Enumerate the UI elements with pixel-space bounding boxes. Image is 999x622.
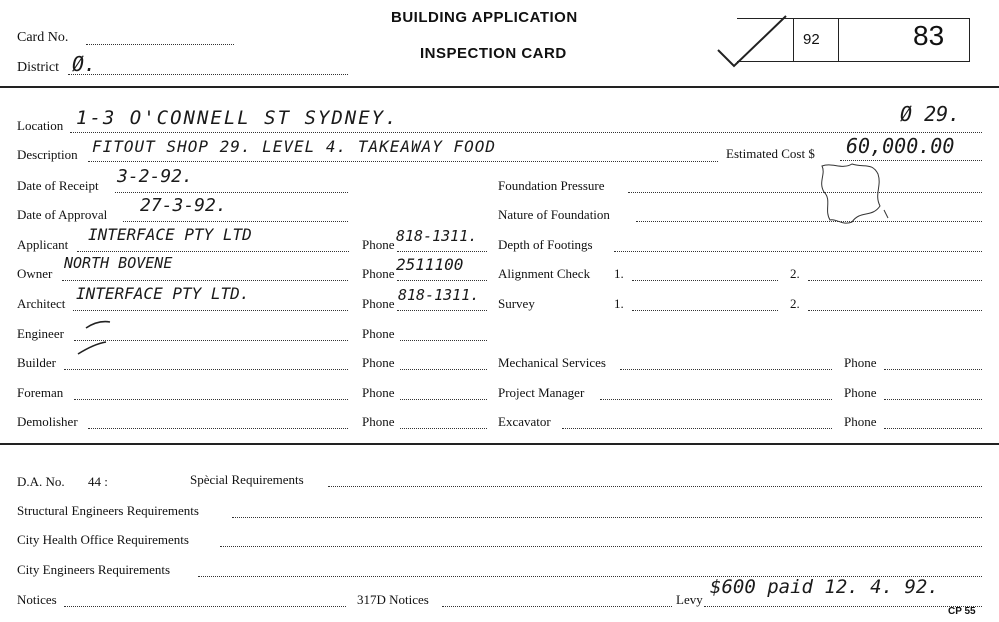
special-requirements-label: Spècial Requirements xyxy=(190,472,304,487)
phone-label: Phone xyxy=(362,296,395,311)
date-receipt-value[interactable]: 3-2-92. xyxy=(117,166,193,187)
dash-mark-icon xyxy=(84,318,114,332)
form-title: BUILDING APPLICATION xyxy=(391,9,578,26)
mechanical-field[interactable] xyxy=(620,369,832,370)
nature-foundation-field[interactable] xyxy=(636,221,982,222)
levy-label: Levy xyxy=(676,592,703,607)
phone-label: Phone xyxy=(362,266,395,281)
project-manager-field[interactable] xyxy=(600,399,832,400)
applicant-field xyxy=(77,251,349,252)
owner-value[interactable]: NORTH BOVENE xyxy=(64,254,173,272)
applicant-label: Applicant xyxy=(17,237,69,252)
architect-value[interactable]: INTERFACE PTY LTD. xyxy=(76,284,250,303)
owner-field xyxy=(62,280,348,281)
health-requirements-label: City Health Office Requirements xyxy=(17,532,189,547)
da-no-value: 44 : xyxy=(88,474,108,489)
form-code: CP 55 xyxy=(948,606,976,617)
owner-label: Owner xyxy=(17,266,53,281)
builder-phone-field[interactable] xyxy=(400,369,487,370)
demolisher-label: Demolisher xyxy=(17,414,78,429)
architect-phone-field xyxy=(397,310,487,311)
survey-2-field[interactable] xyxy=(808,310,982,311)
structural-requirements-label: Structural Engineers Requirements xyxy=(17,503,199,518)
phone-label: Phone xyxy=(362,326,395,341)
architect-field xyxy=(73,310,348,311)
card-no-label: Card No. xyxy=(17,30,69,45)
card-number-value: 83 xyxy=(913,20,945,51)
foreman-phone-field[interactable] xyxy=(400,399,487,400)
notices-317d-label: 317D Notices xyxy=(357,592,429,607)
year-value: 92 xyxy=(803,31,820,48)
description-field xyxy=(88,161,718,162)
phone-label: Phone xyxy=(844,355,877,370)
estimated-cost-label: Estimated Cost $ xyxy=(726,146,815,161)
survey-num1: 1. xyxy=(614,296,624,311)
location-field xyxy=(70,132,982,133)
owner-phone-field xyxy=(397,280,487,281)
levy-value[interactable]: $600 paid 12. 4. 92. xyxy=(710,576,939,598)
architect-phone-value[interactable]: 818-1311. xyxy=(398,286,480,304)
foundation-pressure-label: Foundation Pressure xyxy=(498,178,605,193)
excavator-phone-field[interactable] xyxy=(884,428,982,429)
phone-label: Phone xyxy=(362,414,395,429)
survey-label: Survey xyxy=(498,296,535,311)
middle-rule xyxy=(0,443,999,445)
phone-label: Phone xyxy=(362,385,395,400)
project-manager-phone-field[interactable] xyxy=(884,399,982,400)
levy-field xyxy=(704,606,982,607)
demolisher-phone-field[interactable] xyxy=(400,428,487,429)
date-approval-field xyxy=(123,221,348,222)
excavator-field[interactable] xyxy=(562,428,832,429)
location-suffix: Ø 29. xyxy=(900,102,961,126)
applicant-phone-value[interactable]: 818-1311. xyxy=(396,227,478,245)
alignment-num1: 1. xyxy=(614,266,624,281)
project-manager-label: Project Manager xyxy=(498,385,585,400)
form-subtitle: INSPECTION CARD xyxy=(420,45,567,62)
foreman-field[interactable] xyxy=(74,399,348,400)
description-label: Description xyxy=(17,147,78,162)
phone-label: Phone xyxy=(844,414,877,429)
special-requirements-field[interactable] xyxy=(328,486,982,487)
estimated-cost-value[interactable]: 60,000.00 xyxy=(846,134,955,158)
engineer-phone-field[interactable] xyxy=(400,340,487,341)
builder-label: Builder xyxy=(17,355,56,370)
district-label: District xyxy=(17,60,59,75)
applicant-phone-field xyxy=(397,251,487,252)
dash-mark-icon xyxy=(76,340,110,358)
engineer-label: Engineer xyxy=(17,326,64,341)
date-receipt-field xyxy=(115,192,348,193)
alignment-check-2-field[interactable] xyxy=(808,280,982,281)
alignment-num2: 2. xyxy=(790,266,800,281)
date-receipt-label: Date of Receipt xyxy=(17,178,99,193)
health-requirements-field[interactable] xyxy=(220,546,982,547)
top-rule xyxy=(0,86,999,88)
notices-317d-field[interactable] xyxy=(442,606,672,607)
da-no-label: D.A. No. xyxy=(17,474,65,489)
demolisher-field[interactable] xyxy=(88,428,348,429)
alignment-check-label: Alignment Check xyxy=(498,266,591,281)
mechanical-label: Mechanical Services xyxy=(498,355,606,370)
survey-num2: 2. xyxy=(790,296,800,311)
description-value[interactable]: FITOUT SHOP 29. LEVEL 4. TAKEAWAY FOOD xyxy=(92,137,497,156)
notices-label: Notices xyxy=(17,592,57,607)
foundation-pressure-field[interactable] xyxy=(628,192,982,193)
depth-footings-label: Depth of Footings xyxy=(498,237,593,252)
mechanical-phone-field[interactable] xyxy=(884,369,982,370)
district-field xyxy=(68,74,348,75)
architect-label: Architect xyxy=(17,296,66,311)
survey-1-field[interactable] xyxy=(632,310,778,311)
location-label: Location xyxy=(17,118,64,133)
applicant-value[interactable]: INTERFACE PTY LTD xyxy=(88,225,252,244)
district-value[interactable]: Ø. xyxy=(72,52,97,76)
depth-footings-field[interactable] xyxy=(614,251,982,252)
card-no-field[interactable] xyxy=(86,44,234,45)
location-value[interactable]: 1-3 O'CONNELL ST SYDNEY. xyxy=(76,107,399,129)
builder-field[interactable] xyxy=(64,369,348,370)
phone-label: Phone xyxy=(362,355,395,370)
alignment-check-1-field[interactable] xyxy=(632,280,778,281)
owner-phone-value[interactable]: 2511100 xyxy=(396,255,464,274)
engineer-field[interactable] xyxy=(74,340,348,341)
structural-requirements-field[interactable] xyxy=(232,517,982,518)
sketch-map-icon xyxy=(812,160,892,230)
foreman-label: Foreman xyxy=(17,385,64,400)
notices-field[interactable] xyxy=(64,606,346,607)
phone-label: Phone xyxy=(362,237,395,252)
city-engineers-label: City Engineers Requirements xyxy=(17,562,171,577)
date-approval-label: Date of Approval xyxy=(17,207,108,222)
nature-foundation-label: Nature of Foundation xyxy=(498,207,610,222)
date-approval-value[interactable]: 27-3-92. xyxy=(140,195,227,216)
phone-label: Phone xyxy=(844,385,877,400)
excavator-label: Excavator xyxy=(498,414,551,429)
